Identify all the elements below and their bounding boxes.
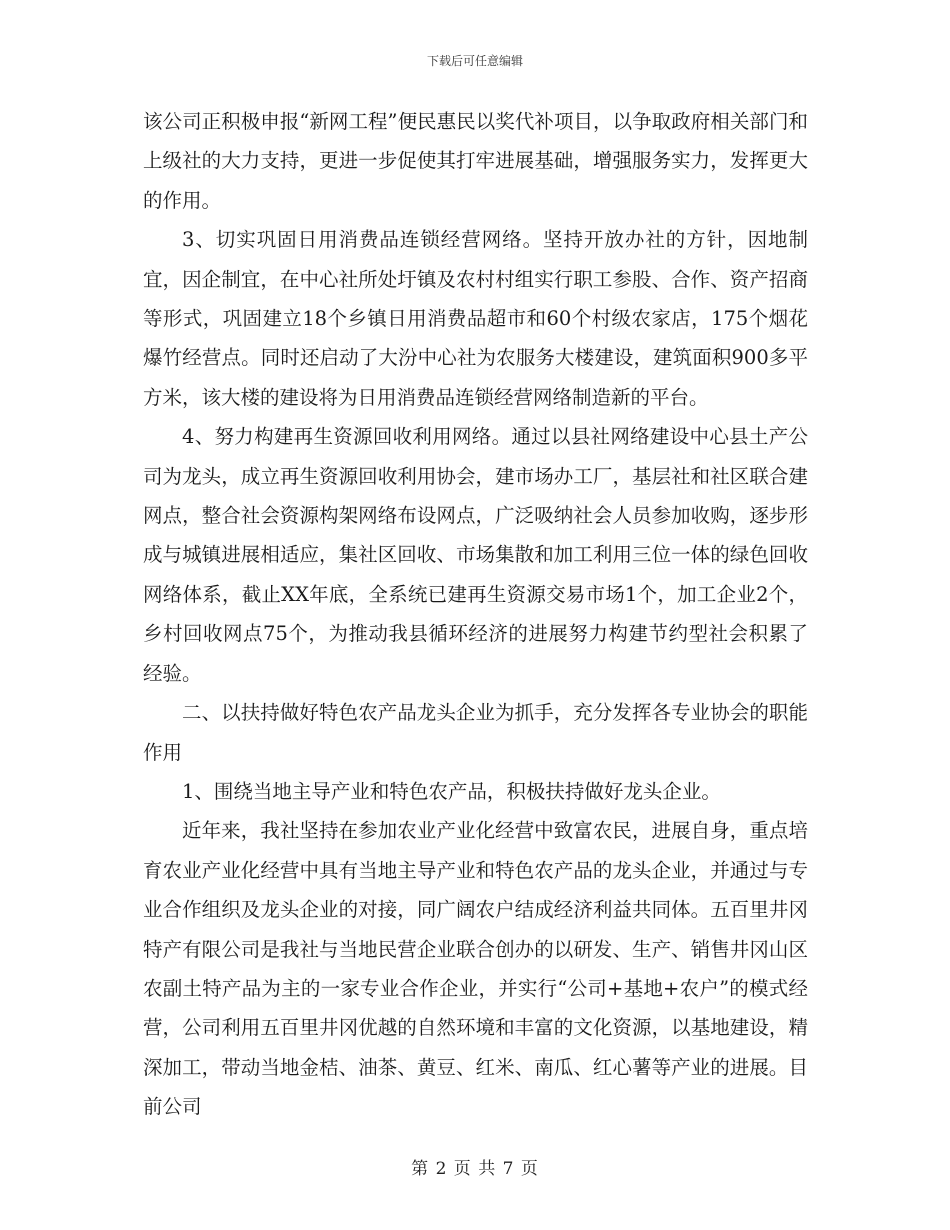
- paragraph-item-3: 3、切实巩固日用消费品连锁经营网络。坚持开放办社的方针，因地制宜，因企制宜，在中心社所处圩镇及农村村组实行职工参股、合作、资产招商等形式，巩固建立18个乡镇日用消费品超市和60个村级农家店，175个烟花爆竹经营点。同时还启动了大汾中心社为农服务大楼建设，建筑面积900多平方米，该大楼的建设将为日用消费品连锁经营网络制造新的平台。: [143, 228, 808, 409]
- document-body: [143, 102, 808, 1127]
- section-heading-2: 二、以扶持做好特色农产品龙头企业为抓手，充分发挥各专业协会的职能作用: [143, 701, 808, 764]
- paragraph-item-4: 4、努力构建再生资源回收利用网络。通过以县社网络建设中心县土产公司为龙头，成立再生资源回收利用协会，建市场办工厂，基层社和社区联合建网点，整合社会资源构架网络布设网点，广泛吸纳社会人员参加收购，逐步形成与城镇进展相适应，集社区回收、市场集散和加工利用三位一体的绿色回收网络体系，截止XX年底，全系统已建再生资源交易市场1个，加工企业2个，乡村回收网点75个，为推动我县循环经济的进展努力构建节约型社会积累了经验。: [143, 425, 808, 685]
- page-number-footer: 第 2 页 共 7 页: [411, 1159, 539, 1179]
- page-header-note: 下载后可任意编辑: [426, 54, 523, 68]
- paragraph-continuation: 该公司正积极申报“新网工程”便民惠民以奖代补项目，以争取政府相关部门和上级社的大力支持，更进一步促使其打牢进展基础，增强服务实力，发挥更大的作用。: [143, 110, 808, 212]
- subsection-heading-1: 1、围绕当地主导产业和特色农产品，积极扶持做好龙头企业。: [182, 779, 721, 803]
- paragraph-recent-years: 近年来，我社坚持在参加农业产业化经营中致富农民，进展自身，重点培育农业产业化经营中具有当地主导产业和特色农产品的龙头企业，并通过与专业合作组织及龙头企业的对接，同广阔农户结成经济利益共同体。五百里井冈特产有限公司是我社与当地民营企业联合创办的以研发、生产、销售井冈山区农副土特产品为主的一家专业合作企业，并实行“公司+基地+农户”的模式经营，公司利用五百里井冈优越的自然环境和丰富的文化资源，以基地建设，精深加工，带动当地金桔、油茶、黄豆、红米、南瓜、红心薯等产业的进展。目前公司: [143, 819, 808, 1119]
